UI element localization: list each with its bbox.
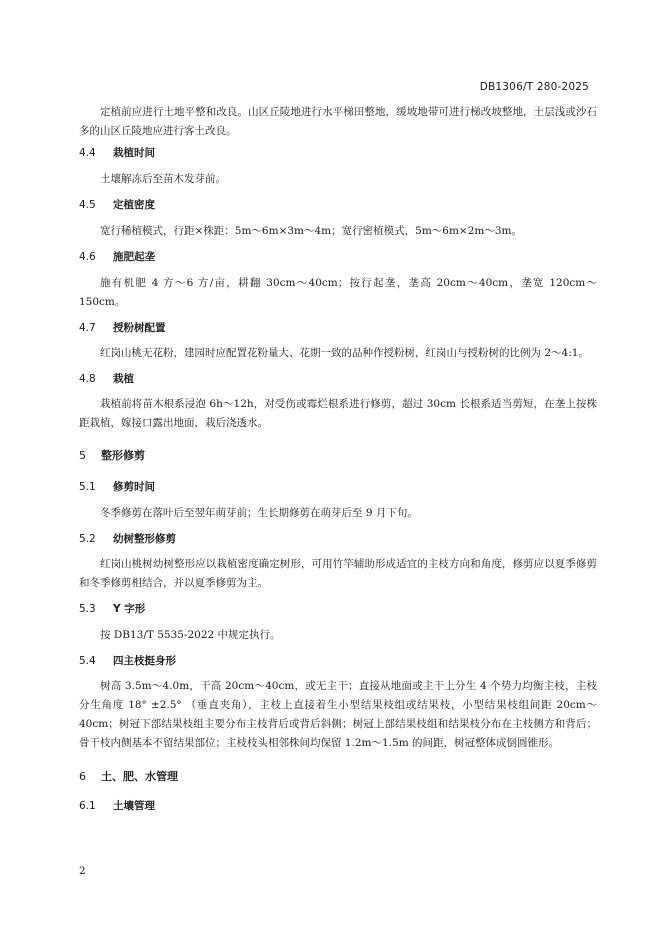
paragraph-4-5: 宽行稀植模式，行距×株距：5m～6m×3m～4m；宽行密植模式，5m～6m×2m～3m。 xyxy=(100,225,522,237)
heading-number: 4.4 xyxy=(79,147,96,159)
heading-number: 6 xyxy=(79,770,86,783)
paragraph-5-4: 树高 3.5m～4.0m，干高 20cm～40cm，或无主干；直接从地面或主干上分生 4 个势力均衡主枝，主枝分生角度 18° ±2.5° （垂直夹角），主枝上直接着生小型结果枝组或结果枝，小型结果枝组间距 20cm～40cm；树冠下部结果枝组主要分布主枝背后或背后斜侧；树冠上部结果枝组和结果枝分布在主枝侧方和背后；骨干枝内侧基本不留结果部位；主枝枝头相邻株间均保留 1.2m～1.5m 的间距，树冠整体成倒圆锥形。 xyxy=(79,680,597,749)
heading-title: 栽植时间 xyxy=(113,147,155,159)
intro-paragraph: 定植前应进行土地平整和改良。山区丘陵地进行水平梯田整地，缓坡地带可进行梯改坡整地，土层浅或沙石多的山区丘陵地应进行客土改良。 xyxy=(79,106,597,137)
standard-code: DB1306/T 280-2025 xyxy=(479,81,589,93)
heading-5-1 xyxy=(79,478,597,497)
heading-number: 5.3 xyxy=(79,603,96,615)
heading-title: Y 字形 xyxy=(113,603,146,615)
heading-number: 5.4 xyxy=(79,655,96,667)
paragraph-4-4: 土壤解冻后至苗木发芽前。 xyxy=(100,173,226,185)
heading-title: 授粉树配置 xyxy=(113,322,166,334)
heading-title: 定植密度 xyxy=(113,199,155,211)
heading-title: 整形修剪 xyxy=(101,449,145,462)
paragraph-4-8: 栽植前将苗木根系浸泡 6h～12h，对受伤或霉烂根系进行修剪，超过 30cm 长根系适当剪短，在垄上按株距栽植，嫁接口露出地面，栽后浇透水。 xyxy=(79,398,597,429)
page-number: 2 xyxy=(79,865,86,877)
heading-title: 土壤管理 xyxy=(113,800,155,812)
heading-title: 修剪时间 xyxy=(113,481,155,493)
heading-number: 5.2 xyxy=(79,533,96,545)
heading-number: 4.5 xyxy=(79,199,96,211)
heading-title: 栽植 xyxy=(113,373,134,385)
paragraph-5-3: 按 DB13/T 5535-2022 中规定执行。 xyxy=(100,629,281,641)
heading-title: 幼树整形修剪 xyxy=(113,533,176,545)
heading-number: 5.1 xyxy=(79,481,96,493)
heading-5 xyxy=(79,446,597,466)
heading-title: 土、肥、水管理 xyxy=(101,770,178,783)
paragraph-4-6: 施有机肥 4 方～6 方/亩，耕翻 30cm～40cm；按行起垄，垄高 20cm～40cm，垄宽 120cm～150cm。 xyxy=(79,277,597,308)
heading-number: 6.1 xyxy=(79,800,96,812)
heading-6-1 xyxy=(79,797,597,816)
heading-number: 5 xyxy=(79,449,86,462)
heading-title: 四主枝挺身形 xyxy=(113,655,176,667)
heading-4-4 xyxy=(79,144,597,163)
heading-number: 4.8 xyxy=(79,373,96,385)
heading-4-8 xyxy=(79,370,597,389)
page-content xyxy=(79,103,597,816)
heading-title: 施肥起垄 xyxy=(113,251,155,263)
paragraph-5-1: 冬季修剪在落叶后至翌年萌芽前；生长期修剪在萌芽后至 9 月下旬。 xyxy=(100,507,418,519)
heading-6 xyxy=(79,767,597,787)
heading-number: 4.6 xyxy=(79,251,96,263)
heading-4-5 xyxy=(79,196,597,215)
heading-4-7 xyxy=(79,319,597,338)
heading-5-3 xyxy=(79,600,597,619)
heading-number: 4.7 xyxy=(79,322,96,334)
paragraph-5-2: 红岗山桃树幼树整形应以栽植密度确定树形，可用竹竿辅助形成适宜的主枝方向和角度，修剪应以夏季修剪和冬季修剪相结合，并以夏季修剪为主。 xyxy=(79,558,597,589)
heading-5-4 xyxy=(79,652,597,671)
heading-4-6 xyxy=(79,248,597,267)
paragraph-4-7: 红岗山桃无花粉，建园时应配置花粉量大、花期一致的品种作授粉树，红岗山与授粉树的比例为 2～4:1。 xyxy=(100,347,589,359)
heading-5-2 xyxy=(79,530,597,549)
